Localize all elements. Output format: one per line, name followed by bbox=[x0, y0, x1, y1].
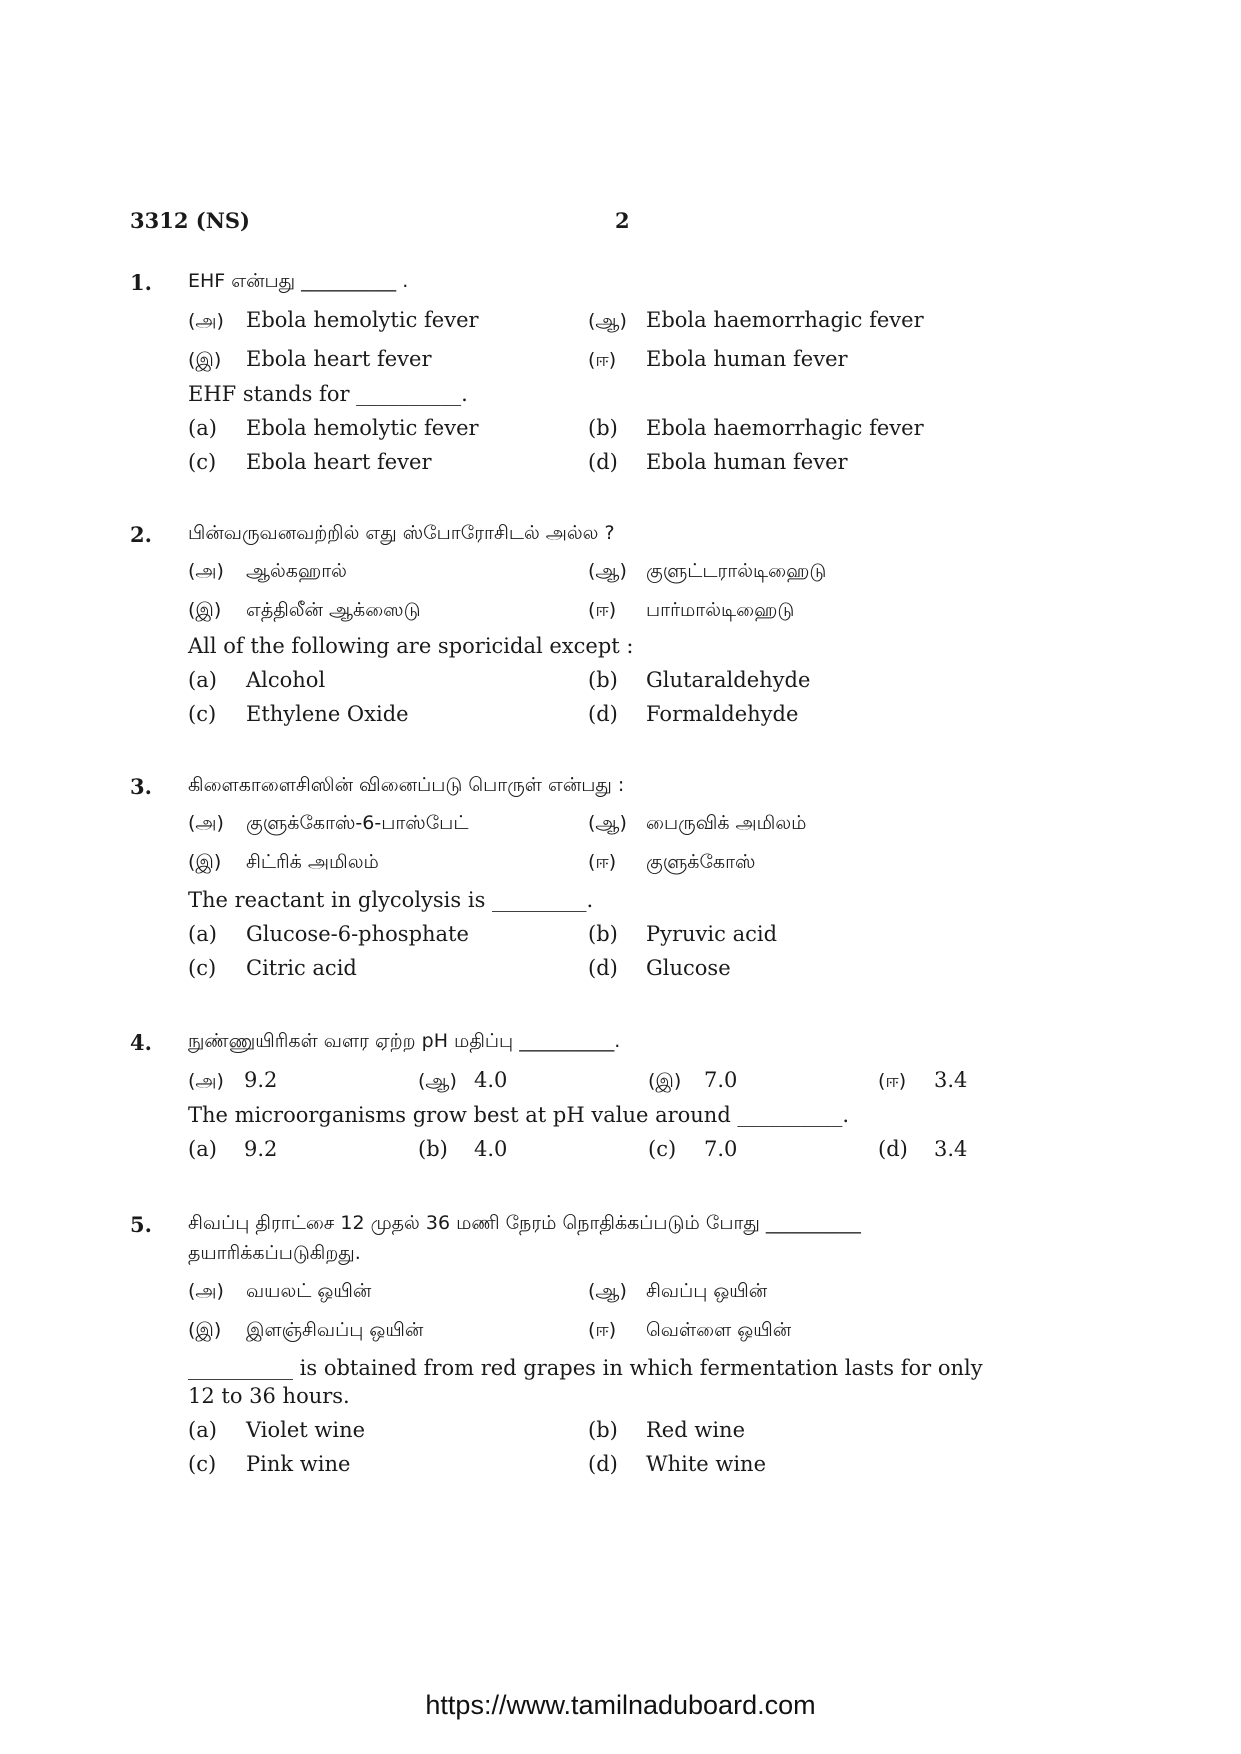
tamil-stem: பின்வருவனவற்றில் எது ஸ்போரோசிடல் அல்ல ? bbox=[188, 522, 615, 544]
option-marker: (ஆ) bbox=[588, 1280, 627, 1302]
option-marker: (அ) bbox=[188, 812, 224, 834]
option-marker: (c) bbox=[188, 956, 217, 980]
option-text: Pink wine bbox=[246, 1452, 351, 1476]
tamil-option-b bbox=[588, 560, 826, 590]
option-text: Formaldehyde bbox=[646, 702, 799, 726]
english-stem-line-1: __________ is obtained from red grapes in which fermentation lasts for only bbox=[188, 1356, 983, 1380]
option-marker: (இ) bbox=[188, 1319, 222, 1341]
option-marker: (a) bbox=[188, 668, 217, 692]
tamil-option-a bbox=[188, 308, 479, 338]
option-text: ஆல்கஹால் bbox=[246, 560, 347, 582]
option-marker: (d) bbox=[588, 1452, 618, 1476]
tamil-option-a bbox=[188, 812, 468, 842]
tamil-option-c bbox=[188, 347, 431, 377]
option-text: வெள்ளை ஒயின் bbox=[646, 1319, 792, 1341]
option-marker: (ஈ) bbox=[878, 1070, 907, 1092]
option-marker: (ஆ) bbox=[588, 310, 627, 332]
option-marker: (d) bbox=[588, 956, 618, 980]
option-marker: (ஆ) bbox=[418, 1070, 457, 1092]
tamil-option-b bbox=[418, 1068, 507, 1098]
question-number: 4. bbox=[130, 1030, 152, 1055]
option-text: Glucose bbox=[646, 956, 731, 980]
paper-code: 3312 (NS) bbox=[130, 208, 250, 233]
english-option-c bbox=[188, 956, 357, 986]
english-option-c bbox=[188, 702, 409, 732]
tamil-stem-line-2: தயாரிக்கப்படுகிறது. bbox=[188, 1242, 361, 1264]
option-marker: (a) bbox=[188, 1418, 217, 1442]
option-marker: (c) bbox=[188, 450, 217, 474]
option-text: Pyruvic acid bbox=[646, 922, 778, 946]
english-stem-line-2: 12 to 36 hours. bbox=[188, 1384, 350, 1408]
option-marker: (ஈ) bbox=[588, 599, 617, 621]
option-text: பைருவிக் அமிலம் bbox=[646, 812, 807, 834]
option-marker: (அ) bbox=[188, 1070, 224, 1092]
tamil-option-d bbox=[878, 1068, 967, 1098]
tamil-stem: EHF என்பது __________ . bbox=[188, 270, 409, 292]
english-option-a bbox=[188, 922, 469, 952]
option-marker: (d) bbox=[588, 702, 618, 726]
question-number: 1. bbox=[130, 270, 152, 295]
option-text: Ebola human fever bbox=[646, 347, 848, 371]
option-text: 3.4 bbox=[934, 1068, 968, 1092]
option-text: 4.0 bbox=[474, 1068, 508, 1092]
option-text: சிவப்பு ஒயின் bbox=[646, 1280, 768, 1302]
english-option-d bbox=[878, 1137, 967, 1167]
option-text: Ebola haemorrhagic fever bbox=[646, 416, 924, 440]
option-text: 7.0 bbox=[704, 1068, 738, 1092]
option-marker: (இ) bbox=[188, 851, 222, 873]
option-text: Violet wine bbox=[246, 1418, 366, 1442]
option-text: Ethylene Oxide bbox=[246, 702, 409, 726]
english-option-c bbox=[188, 1452, 350, 1482]
option-text: 3.4 bbox=[934, 1137, 968, 1161]
page-number: 2 bbox=[615, 208, 630, 233]
english-option-a bbox=[188, 416, 479, 446]
option-marker: (a) bbox=[188, 1137, 217, 1161]
option-text: White wine bbox=[646, 1452, 767, 1476]
tamil-option-d bbox=[588, 1319, 791, 1349]
option-text: 9.2 bbox=[244, 1137, 278, 1161]
english-option-b bbox=[418, 1137, 507, 1167]
option-marker: (இ) bbox=[648, 1070, 682, 1092]
tamil-option-c bbox=[648, 1068, 737, 1098]
tamil-option-d bbox=[588, 599, 794, 629]
option-marker: (ஆ) bbox=[588, 812, 627, 834]
english-option-d bbox=[588, 1452, 766, 1482]
tamil-option-b bbox=[588, 308, 924, 338]
option-text: Ebola human fever bbox=[646, 450, 848, 474]
english-option-b bbox=[588, 1418, 745, 1448]
english-option-a bbox=[188, 1137, 277, 1167]
tamil-option-c bbox=[188, 1319, 423, 1349]
english-option-c bbox=[648, 1137, 737, 1167]
option-text: 7.0 bbox=[704, 1137, 738, 1161]
option-text: Ebola hemolytic fever bbox=[246, 416, 479, 440]
tamil-stem: நுண்ணுயிரிகள் வளர ஏற்ற pH மதிப்பு __________. bbox=[188, 1030, 621, 1052]
option-marker: (அ) bbox=[188, 560, 224, 582]
english-option-a bbox=[188, 668, 325, 698]
option-marker: (c) bbox=[188, 1452, 217, 1476]
tamil-option-d bbox=[588, 851, 755, 881]
english-option-b bbox=[588, 922, 777, 952]
tamil-stem: கிளைகாளைசிஸின் வினைப்படு பொருள் என்பது : bbox=[188, 774, 625, 796]
option-text: குளுட்டரால்டிஹைடு bbox=[646, 560, 827, 582]
tamil-option-d bbox=[588, 347, 848, 377]
option-marker: (ஈ) bbox=[588, 851, 617, 873]
option-marker: (b) bbox=[588, 668, 618, 692]
option-text: 9.2 bbox=[244, 1068, 278, 1092]
option-marker: (d) bbox=[878, 1137, 908, 1161]
option-text: குளுக்கோஸ் bbox=[646, 851, 756, 873]
option-text: Ebola heart fever bbox=[246, 450, 432, 474]
english-stem: All of the following are sporicidal except : bbox=[188, 634, 634, 658]
question-number: 2. bbox=[130, 522, 152, 547]
option-marker: (ஈ) bbox=[588, 349, 617, 371]
option-marker: (b) bbox=[418, 1137, 448, 1161]
option-marker: (இ) bbox=[188, 349, 222, 371]
option-text: குளுக்கோஸ்-6-பாஸ்பேட் bbox=[246, 812, 469, 834]
option-marker: (c) bbox=[188, 702, 217, 726]
english-option-d bbox=[588, 702, 798, 732]
option-marker: (b) bbox=[588, 416, 618, 440]
option-marker: (a) bbox=[188, 922, 217, 946]
option-marker: (d) bbox=[588, 450, 618, 474]
option-marker: (c) bbox=[648, 1137, 677, 1161]
option-text: Glucose-6-phosphate bbox=[246, 922, 469, 946]
option-text: Ebola hemolytic fever bbox=[246, 308, 479, 332]
tamil-option-b bbox=[588, 812, 806, 842]
option-text: 4.0 bbox=[474, 1137, 508, 1161]
question-number: 5. bbox=[130, 1212, 152, 1237]
tamil-option-a bbox=[188, 1068, 277, 1098]
english-stem: The microorganisms grow best at pH value around __________. bbox=[188, 1103, 850, 1127]
english-option-b bbox=[588, 668, 810, 698]
option-marker: (ஈ) bbox=[588, 1319, 617, 1341]
english-option-a bbox=[188, 1418, 365, 1448]
option-marker: (அ) bbox=[188, 1280, 224, 1302]
english-option-d bbox=[588, 956, 731, 986]
tamil-option-c bbox=[188, 851, 379, 881]
option-marker: (அ) bbox=[188, 310, 224, 332]
english-option-c bbox=[188, 450, 431, 480]
option-text: Citric acid bbox=[246, 956, 357, 980]
option-text: Ebola heart fever bbox=[246, 347, 432, 371]
option-text: பார்மால்டிஹைடு bbox=[646, 599, 795, 621]
option-text: இளஞ்சிவப்பு ஒயின் bbox=[246, 1319, 424, 1341]
english-stem: EHF stands for __________. bbox=[188, 382, 468, 406]
option-text: வயலட் ஒயின் bbox=[246, 1280, 372, 1302]
option-marker: (b) bbox=[588, 922, 618, 946]
option-text: Glutaraldehyde bbox=[646, 668, 811, 692]
option-marker: (இ) bbox=[188, 599, 222, 621]
footer-url: https://www.tamilnaduboard.com bbox=[425, 1690, 816, 1720]
tamil-option-a bbox=[188, 560, 347, 590]
option-marker: (b) bbox=[588, 1418, 618, 1442]
tamil-option-c bbox=[188, 599, 421, 629]
option-text: சிட்ரிக் அமிலம் bbox=[246, 851, 379, 873]
english-stem: The reactant in glycolysis is _________. bbox=[188, 888, 594, 912]
option-text: எத்திலீன் ஆக்ஸைடு bbox=[246, 599, 421, 621]
english-option-d bbox=[588, 450, 848, 480]
option-marker: (ஆ) bbox=[588, 560, 627, 582]
tamil-stem-line-1: சிவப்பு திராட்சை 12 முதல் 36 மணி நேரம் நொதிக்கப்படும் போது __________ bbox=[188, 1212, 861, 1234]
tamil-option-b bbox=[588, 1280, 767, 1310]
option-text: Alcohol bbox=[246, 668, 326, 692]
tamil-option-a bbox=[188, 1280, 371, 1310]
option-text: Red wine bbox=[646, 1418, 746, 1442]
english-option-b bbox=[588, 416, 924, 446]
option-marker: (a) bbox=[188, 416, 217, 440]
option-text: Ebola haemorrhagic fever bbox=[646, 308, 924, 332]
question-number: 3. bbox=[130, 774, 152, 799]
